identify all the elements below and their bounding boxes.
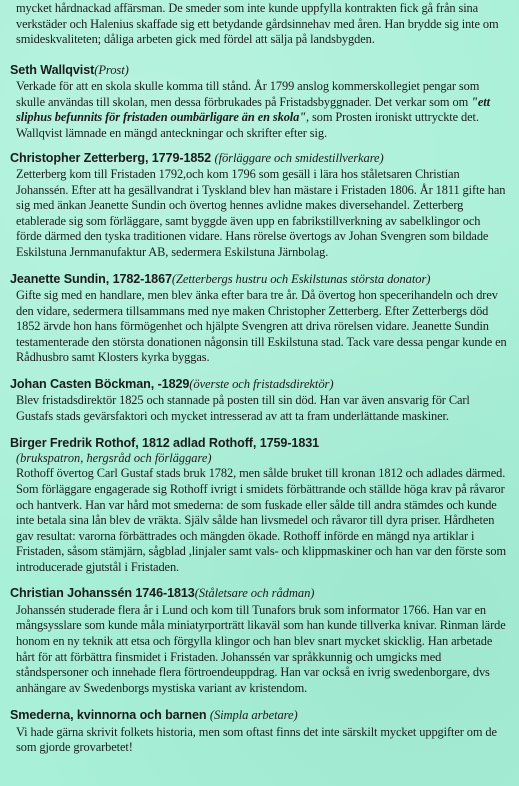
entry-role: (Zetterbergs hustru och Eskilstunas största donator) bbox=[171, 271, 431, 286]
entry-text: Vi hade gärna skrivit folkets historia, men som oftast finns det inte särskilt mycket uppgifter om de som gjorde grovarbetet! bbox=[16, 724, 497, 755]
entry-birger-fredrik-rothof bbox=[10, 436, 509, 576]
entry-text-before: Verkade för att en skola skulle komma till stånd. År 1799 anslog kommerskollegiet pengar som skulle användas till skolan, men dessa förbrukades på Fristadsbyggnader. Det verkar som om bbox=[16, 79, 480, 109]
entry-text: Gifte sig med en handlare, men blev änka efter bara tre år. Då övertog hon specerihandeln och drev den vidare, sedermera tillsammans med nye maken Christopher Zetterberg. Efter Zetterbergs död 1852 ärvde hon hans förmögenhet och hjälpte Svengren att driva rörelsen vidare. Jeanette Sundin testamenterade den största donationen någonsin till Eskilstuna stad. Tack vare dessa pengar kunde en Rådhusbro samt Klosters kyrka byggas. bbox=[16, 287, 507, 365]
entry-name: Jeanette Sundin, 1782-1867 bbox=[10, 271, 172, 286]
entry-name: Christopher Zetterberg, 1779-1852 bbox=[10, 150, 212, 165]
entry-role: (Simpla arbetare) bbox=[209, 708, 298, 723]
entry-heading bbox=[10, 708, 509, 723]
entry-heading bbox=[10, 151, 509, 166]
entry-text: Johanssén studerade flera år i Lund och kom till Tunafors bruk som informator 1766. Han var en mångsysslare som kunde måla miniatyrporträtt likaväl som han kunde tillverka knivar. Rinman lärde honom en ny teknik att etsa och förgylla klingor och han blev snart mycket skicklig. Han arbetade hårt för att förbättra finsmidet i Fristaden. Johanssén var språkkunnig och umgicks med ståndspersoner och innehade flera förtroendeuppdrag. Han var också en ivrig swedenborgare, dvs anhängare av Swedenborgs mystiska variant av kristendom. bbox=[16, 602, 506, 695]
entry-text: Blev fristadsdirektör 1825 och stannade på posten till sin död. Han var även ansvarig för Carl Gustafs stads gevärsfaktori och mycket intresserad av att ta fram underlättande maskiner. bbox=[16, 393, 470, 423]
entry-name: Birger Fredrik Rothof, 1812 adlad Rothoff, 1759-1831 bbox=[10, 435, 320, 450]
intro-paragraph: mycket hårdnackad affärsman. De smeder som inte kunde uppfylla kontrakten fick gå från sina verkstäder och Halenius skaffade sig ett betydande gårdsinnehav med åren. Han brydde sig inte om smideskvaliteten; dåliga arbeten gick med fördel att sälja på landsbygden. bbox=[16, 1, 499, 47]
entry-name: Seth Wallqvist bbox=[10, 62, 95, 77]
entry-name: Christian Johanssén 1746-1813 bbox=[10, 586, 195, 601]
entry-jeanette-sundin bbox=[10, 272, 509, 366]
entry-christopher-zetterberg bbox=[10, 151, 509, 261]
entry-heading bbox=[10, 436, 509, 451]
entry-heading bbox=[10, 377, 509, 392]
entry-sub-role: (brukspatron, ħergsråd och förläggare) bbox=[16, 450, 212, 465]
entry-text bbox=[16, 79, 509, 141]
entry-role: (Ståletsare och rådman) bbox=[194, 586, 315, 601]
entry-name: Johan Casten Böckman, -1829 bbox=[10, 376, 190, 391]
entry-role: (Prost) bbox=[94, 62, 129, 77]
entry-johan-casten-bockman bbox=[10, 377, 509, 425]
entry-text: Zetterberg kom till Fristaden 1792,och kom 1796 som gesäll i lära hos ståletsaren Christian Johanssén. Efter att ha gesällvandrat i Tyskland blev han mästare i Fristaden 1806. År 1811 gifte han sig med änkan Jeanette Sundin och övertog hennes avlidne makes diversehandel. Zetterberg etablerade sig som förläggare, samt byggde även upp en fabrikstillverkning av sabelklingor och förde därmed den tyska traditionen vidare. Hans rörelse övertogs av Johan Svengren som bildade Eskilstuna Jernmanufaktur AB, sedermera Eskilstuna Järnbolag. bbox=[16, 166, 506, 259]
entry-heading bbox=[10, 272, 509, 287]
entry-text: Rothoff övertog Carl Gustaf stads bruk 1782, men sålde bruket till kronan 1812 och adlades därmed. Som förläggare engagerade sig Rothoff ivrigt i smidets förbättrande och ställde höga krav på råvaror och hantverk. Han var hård mot smederna: de som fuskade eller sålde till andra stämdes och kunde inte betala sina lån blev de vräkta. Själv sålde han livsmedel och råvaror till dyra priser. Hårdheten gav resultat: varorna förbättrades och mängden ökade. Rothoff införde en mängd nya artiklar i Fristaden, såsom stämjärn, sågblad ,linjaler samt vals- och klippmaskiner och han var den förste som introducerade gjutstål i Fristaden. bbox=[16, 466, 506, 574]
entry-quote: "ett sliphus befunnits för fristaden oumbärligare än en skola" bbox=[16, 94, 490, 125]
entry-name: Smederna, kvinnorna och barnen bbox=[10, 708, 207, 723]
entry-christian-johanssen bbox=[10, 586, 509, 696]
entry-heading bbox=[10, 586, 509, 601]
entry-role: (förläggare och smidestillverkare) bbox=[214, 150, 384, 165]
entry-seth-wallqvist bbox=[10, 63, 509, 142]
entry-heading bbox=[10, 63, 509, 78]
entry-role: (överste och fristadsdirektör) bbox=[189, 376, 334, 391]
entry-smederna bbox=[10, 708, 509, 756]
entry-text-after: , som Prosten ironiskt uttryckte det. Wallqvist lämnade en mängd anteckningar och skrifter efter sig. bbox=[16, 110, 479, 140]
